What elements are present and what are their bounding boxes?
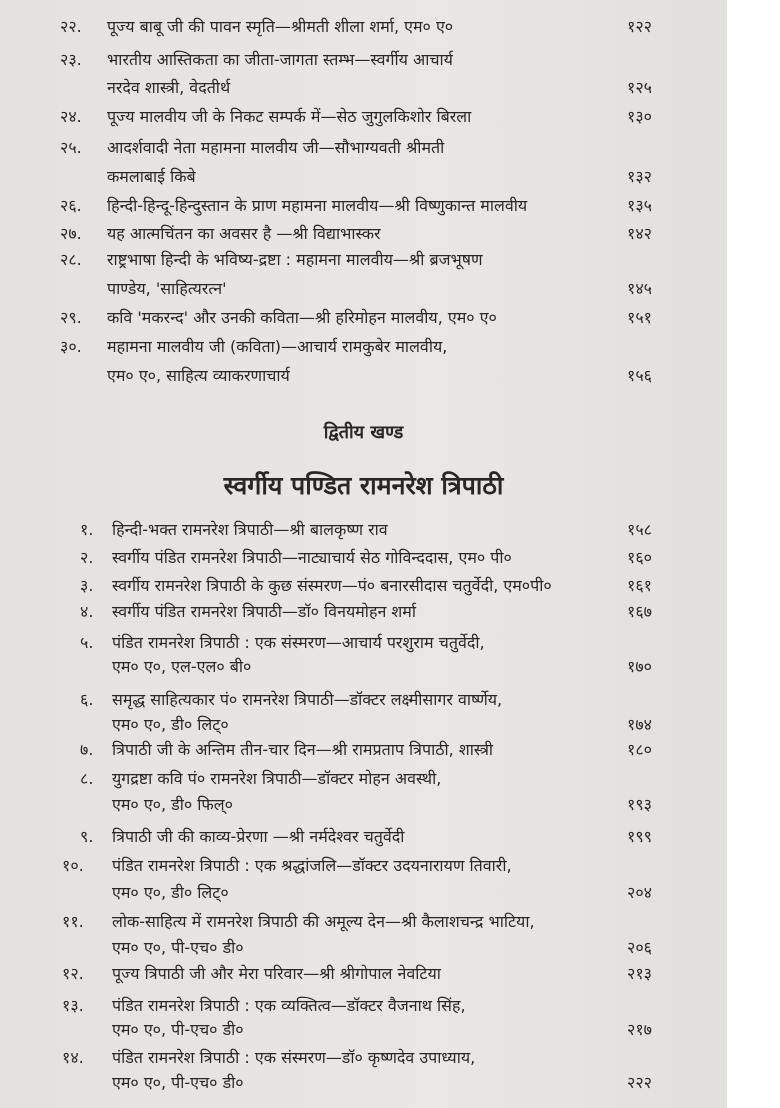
entry-number: २२. [60,17,82,36]
entry-page-number: १९९ [627,827,652,846]
entry-title-line: पूज्य बाबू जी की पावन स्मृति—श्रीमती शीला शर्मा, एम० ए० [107,17,454,36]
entry-title-line: पूज्य मालवीय जी के निकट सम्पर्क में—सेठ जुगुलकिशोर बिरला [107,107,472,126]
section-title: स्वर्गीय पण्डित रामनरेश त्रिपाठी [223,471,504,500]
entry-title-line: एम० ए०, साहित्य व्याकरणाचार्य [107,366,290,385]
entry-title-line: एम० ए०, पी-एच० डी० [112,938,244,957]
entry-title-line: एम० ए०, डी० लिट्० [112,715,229,734]
entry-title-line: हिन्दी-हिन्दू-हिन्दुस्तान के प्राण महामना मालवीय—श्री विष्णुकान्त मालवीय [107,196,528,215]
entry-page-number: १३२ [627,167,652,186]
entry-title-line: पंडित रामनरेश त्रिपाठी : एक संस्मरण—आचार्य परशुराम चतुर्वेदी, [112,633,485,652]
entry-page-number: १७० [627,657,652,676]
entry-number: ५. [80,633,94,652]
entry-title-line: एम० ए०, पी-एच० डी० [112,1020,244,1039]
entry-title-line: भारतीय आस्तिकता का जीता-जागता स्तम्भ—स्वर्गीय आचार्य [107,50,453,69]
entry-number: ७. [80,740,94,759]
entry-title-line: एम० ए०, डी० लिट्० [112,883,229,902]
entry-title-line: त्रिपाठी जी की काव्य-प्रेरणा —श्री नर्मदेश्वर चतुर्वेदी [112,827,405,846]
entry-number: २३. [60,50,82,69]
entry-title-line: एम० ए०, एल-एल० बी० [112,657,252,676]
entry-page-number: १८० [627,740,652,759]
entry-title-line: समृद्ध साहित्यकार पं० रामनरेश त्रिपाठी—डॉक्टर लक्ष्मीसागर वार्ष्णेय, [112,690,503,709]
entry-page-number: २०६ [627,938,652,957]
entry-page-number: १५१ [627,308,652,327]
entry-title-line: कवि 'मकरन्द' और उनकी कविता—श्री हरिमोहन मालवीय, एम० ए० [107,308,497,327]
entry-number: ३. [80,576,94,595]
entry-title-line: एम० ए०, पी-एच० डी० [112,1073,244,1092]
entry-title-line: स्वर्गीय पंडित रामनरेश त्रिपाठी—डॉ० विनयमोहन शर्मा [112,602,417,621]
entry-title-line: एम० ए०, डी० फिल्० [112,795,233,814]
entry-title-line: पंडित रामनरेश त्रिपाठी : एक श्रद्धांजलि—डॉक्टर उदयनारायण तिवारी, [112,856,512,875]
entry-number: १४. [62,1048,84,1067]
entry-title-line: पाण्डेय, 'साहित्यरत्न' [107,279,227,298]
entry-title-line: हिन्दी-भक्त रामनरेश त्रिपाठी—श्री बालकृष्ण राव [112,520,388,539]
entry-number: १२. [62,964,84,983]
entry-number: २. [80,548,94,567]
entry-title-line: आदर्शवादी नेता महामना मालवीय जी—सौभाग्यवती श्रीमती [107,138,445,157]
entry-page-number: २०४ [627,883,652,902]
entry-title-line: लोक-साहित्य में रामनरेश त्रिपाठी की अमूल्य देन—श्री कैलाशचन्द्र भाटिया, [112,912,535,931]
entry-number: ३०. [60,337,82,356]
entry-number: २८. [60,250,82,269]
entry-page-number: १६७ [627,602,652,621]
entry-title-line: स्वर्गीय पंडित रामनरेश त्रिपाठी—नाट्याचार्य सेठ गोविन्ददास, एम० पी० [112,548,512,567]
entry-page-number: १६१ [627,576,652,595]
entry-title-line: नरदेव शास्त्री, वेदतीर्थ [107,78,231,97]
entry-number: २५. [60,138,82,157]
entry-title-line: त्रिपाठी जी के अन्तिम तीन-चार दिन—श्री रामप्रताप त्रिपाठी, शास्त्री [112,740,494,759]
entry-title-line: पूज्य त्रिपाठी जी और मेरा परिवार—श्री श्रीगोपाल नेवटिया [112,964,441,983]
entry-page-number: १२५ [627,78,652,97]
section-heading: द्वितीय खण्ड [323,422,404,443]
entry-page-number: १२२ [627,17,652,36]
entry-page-number: २१३ [627,964,652,983]
entry-page-number: २१७ [627,1020,652,1039]
entry-page-number: २२२ [627,1073,652,1092]
entry-page-number: १४५ [627,279,652,298]
entry-number: ६. [80,690,94,709]
entry-page-number: १३५ [627,196,652,215]
entry-title-line: युगद्रष्टा कवि पं० रामनरेश त्रिपाठी—डॉक्टर मोहन अवस्थी, [112,769,442,788]
entry-number: २४. [60,107,82,126]
entry-number: ११. [62,912,84,931]
entry-number: ८. [80,769,94,788]
entry-title-line: यह आत्मचिंतन का अवसर है —श्री विद्याभास्कर [107,224,381,243]
entry-number: १०. [62,856,84,875]
entry-title-line: महामना मालवीय जी (कविता)—आचार्य रामकुबेर मालवीय, [107,337,448,356]
entry-page-number: १४२ [627,224,652,243]
entry-page-number: १५८ [627,520,652,539]
entry-number: ४. [80,602,94,621]
entry-title-line: पंडित रामनरेश त्रिपाठी : एक संस्मरण—डॉ० कृष्णदेव उपाध्याय, [112,1048,476,1067]
entry-title-line: कमलाबाई किबे [107,167,196,186]
entry-number: ९. [80,827,94,846]
entry-page-number: १७४ [627,715,652,734]
entry-title-line: राष्ट्रभाषा हिन्दी के भविष्य-द्रष्टा : महामना मालवीय—श्री ब्रजभूषण [107,250,483,269]
entry-number: १. [80,520,94,539]
entry-title-line: स्वर्गीय रामनरेश त्रिपाठी के कुछ संस्मरण—पं० बनारसीदास चतुर्वेदी, एम०पी० [112,576,552,595]
entry-number: २७. [60,224,82,243]
entry-page-number: १३० [627,107,652,126]
entry-page-number: १९३ [627,795,652,814]
entry-number: २६. [60,196,82,215]
entry-page-number: १६० [627,548,652,567]
entry-title-line: पंडित रामनरेश त्रिपाठी : एक व्यक्तित्व—डॉक्टर वैजनाथ सिंह, [112,996,466,1015]
entry-number: २९. [60,308,82,327]
entry-number: १३. [62,996,84,1015]
entry-page-number: १५६ [627,366,652,385]
